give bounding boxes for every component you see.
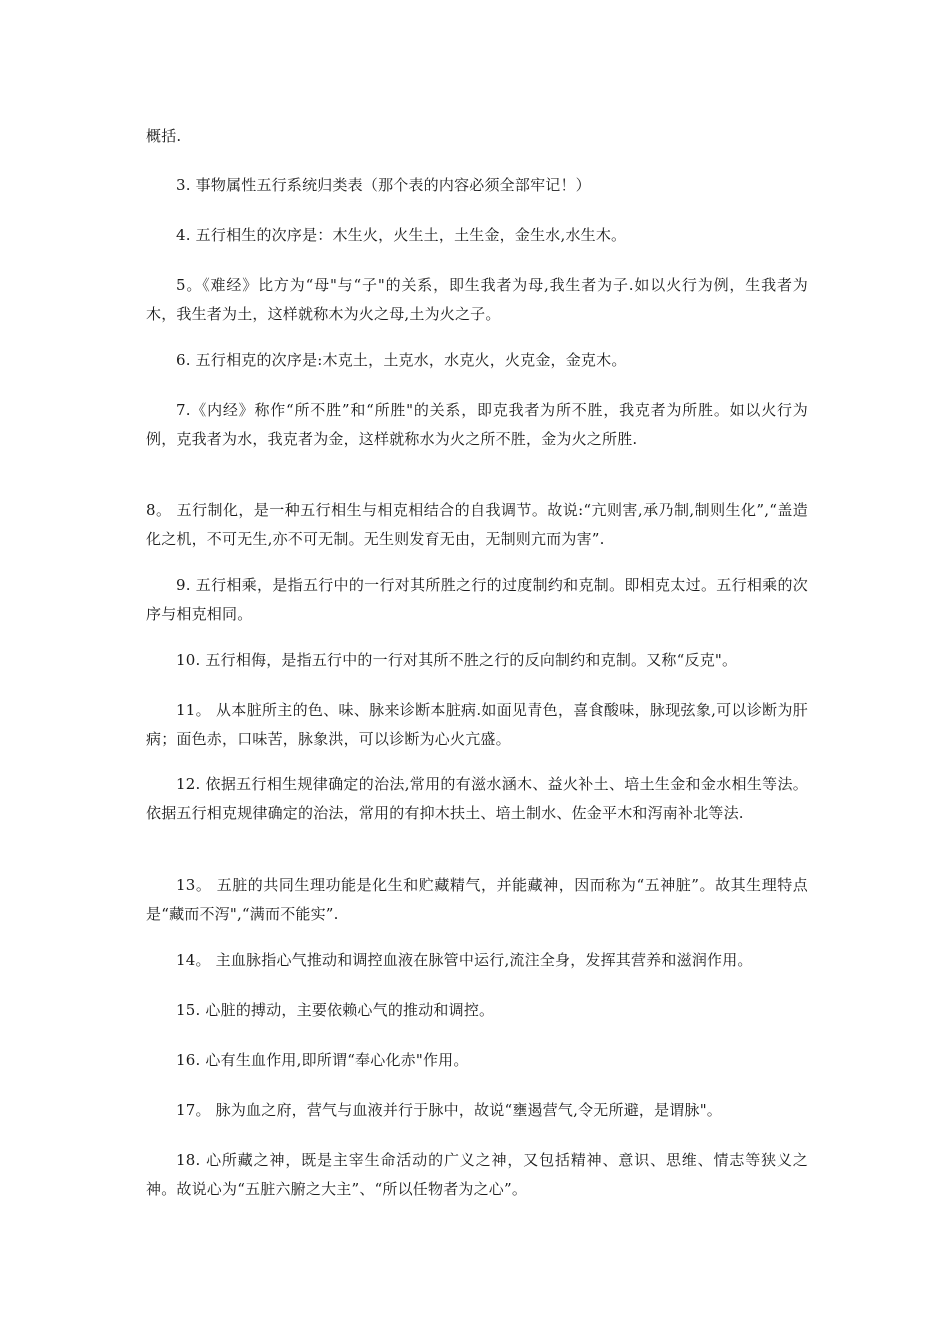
- paragraph-9: 9. 五行相乘，是指五行中的一行对其所胜之行的过度制约和克制。即相克太过。五行相乘的次序与相克相同。: [146, 576, 808, 623]
- paragraph-3: 3. 事物属性五行系统归类表（那个表的内容必须全部牢记！）: [176, 176, 591, 194]
- paragraph-15: 15. 心脏的搏动，主要依赖心气的推动和调控。: [176, 1001, 495, 1019]
- paragraph-10: 10. 五行相侮，是指五行中的一行对其所不胜之行的反向制约和克制。又称“反克"。: [176, 651, 738, 669]
- paragraph-5: 5。《难经》比方为“母"与“子"的关系，即生我者为母,我生者为子.如以火行为例，生我者为木，我生者为土，这样就称木为火之母,土为火之子。: [146, 276, 808, 323]
- paragraph-11: 11。 从本脏所主的色、味、脉来诊断本脏病.如面见青色，喜食酸味，脉现弦象,可以诊断为肝病；面色赤，口味苦，脉象洪，可以诊断为心火亢盛。: [146, 701, 808, 748]
- paragraph-6: 6. 五行相克的次序是:木克土，土克水，水克火，火克金，金克木。: [176, 351, 627, 369]
- paragraph-16: 16. 心有生血作用,即所谓“奉心化赤"作用。: [176, 1051, 469, 1069]
- paragraph-7: 7.《内经》称作“所不胜”和“所胜"的关系，即克我者为所不胜，我克者为所胜。如以火行为例，克我者为水，我克者为金，这样就称水为火之所不胜，金为火之所胜.: [146, 401, 808, 448]
- paragraph-4: 4. 五行相生的次序是：木生火，火生土，土生金，金生水,水生木。: [176, 226, 627, 244]
- paragraph-17: 17。 脉为血之府，营气与血液并行于脉中，故说“壅遏营气,令无所避，是谓脉"。: [176, 1101, 722, 1119]
- paragraph-14: 14。 主血脉指心气推动和调控血液在脉管中运行,流注全身，发挥其营养和滋润作用。: [176, 951, 753, 969]
- paragraph-continuation: 概括.: [146, 127, 182, 145]
- paragraph-18: 18. 心所藏之神，既是主宰生命活动的广义之神，又包括精神、意识、思维、情志等狭义之神。故说心为“五脏六腑之大主”、“所以任物者为之心”。: [146, 1151, 808, 1198]
- paragraph-13: 13。 五脏的共同生理功能是化生和贮藏精气，并能藏神，因而称为“五神脏”。故其生理特点是“藏而不泻",“满而不能实”.: [146, 876, 808, 923]
- paragraph-8: 8。 五行制化，是一种五行相生与相克相结合的自我调节。故说:“亢则害,承乃制,制则生化”,“盖造化之机，不可无生,亦不可无制。无生则发育无由，无制则亢而为害”.: [146, 501, 808, 548]
- paragraph-12: 12. 依据五行相生规律确定的治法,常用的有滋水涵木、益火补土、培土生金和金水相生等法。依据五行相克规律确定的治法，常用的有抑木扶土、培土制水、佐金平木和泻南补北等法.: [146, 775, 808, 822]
